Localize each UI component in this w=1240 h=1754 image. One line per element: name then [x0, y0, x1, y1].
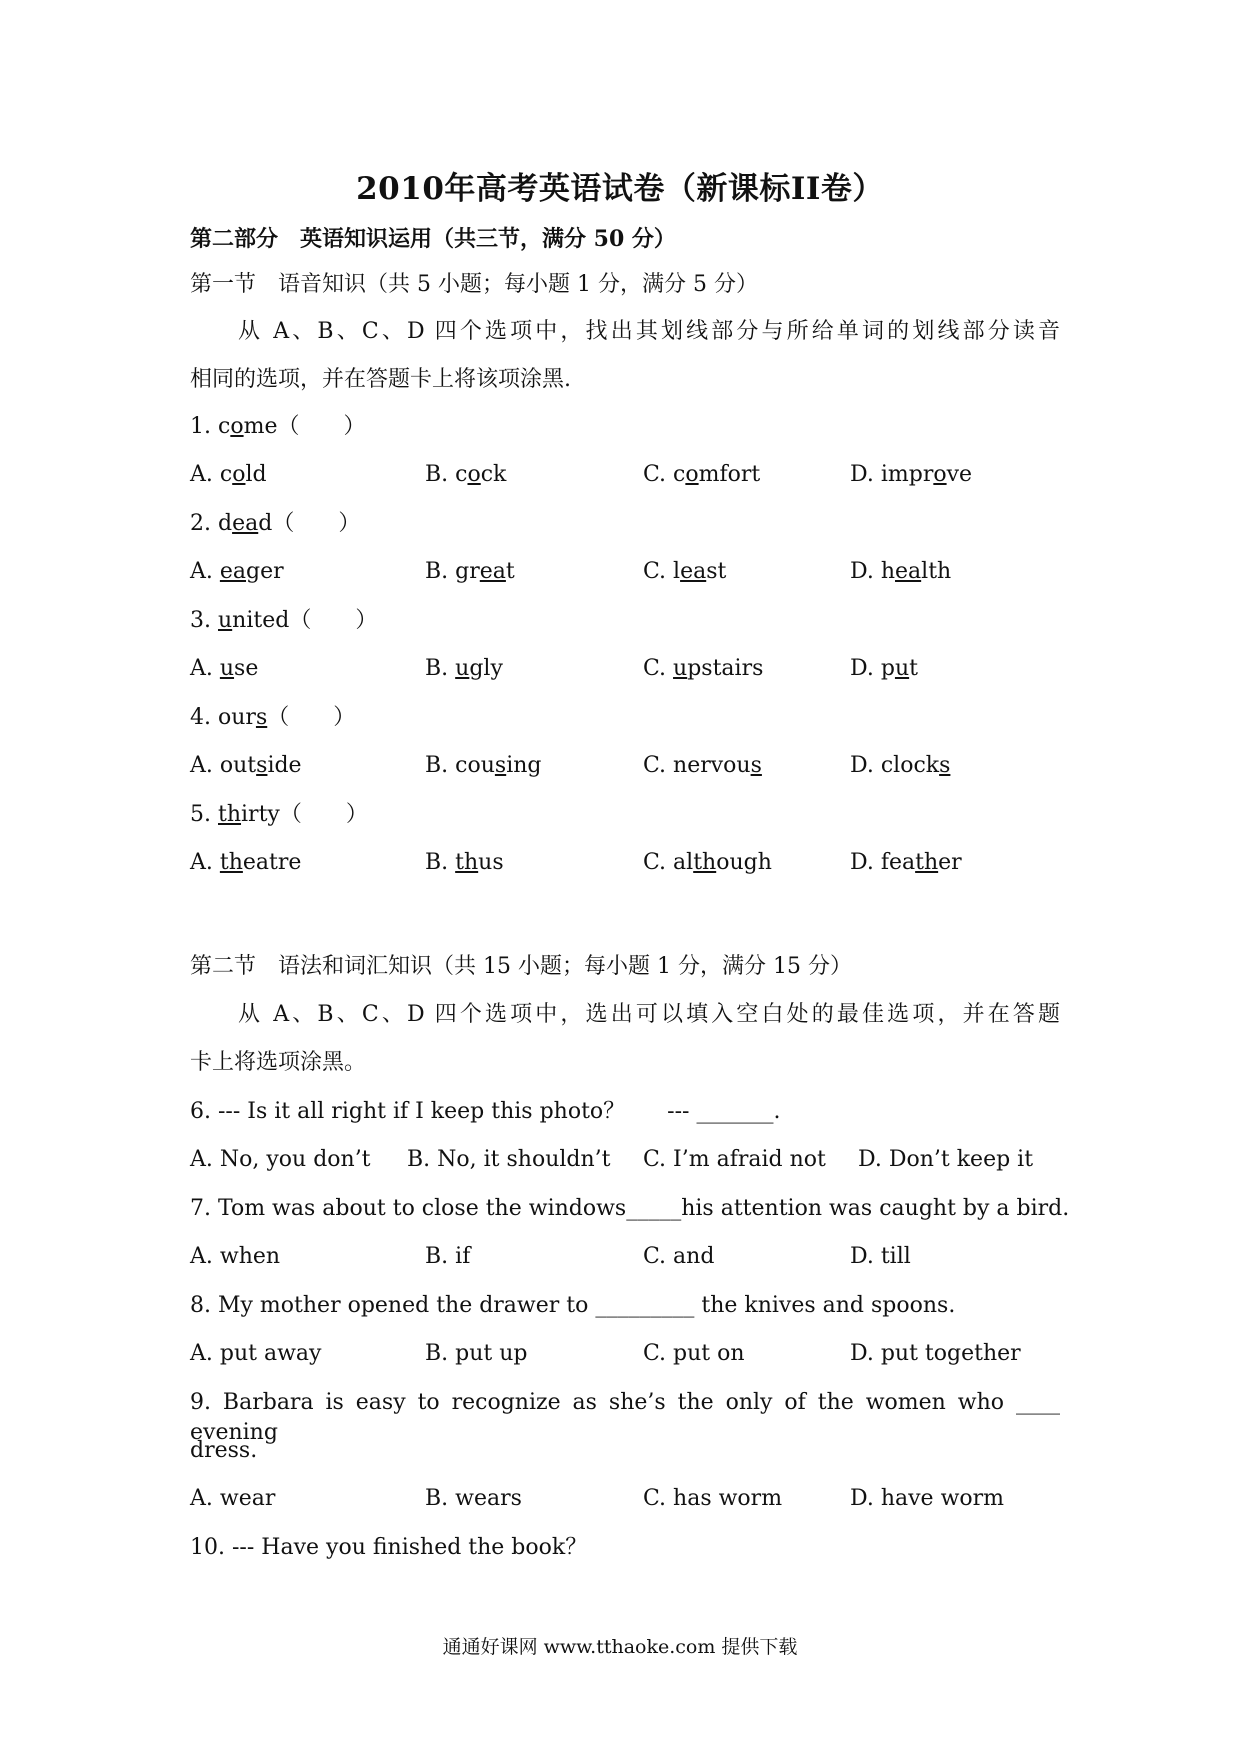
- page-title: 2010年高考英语试卷（新课标II卷）: [356, 171, 884, 207]
- q7-option-c: C. and: [643, 1244, 715, 1269]
- q7-option-a: A. when: [190, 1244, 281, 1269]
- q5-option-a: A. theatre: [190, 850, 302, 875]
- q3-option-c: C. upstairs: [643, 656, 764, 681]
- q6-option-d: D. Don’t keep it: [858, 1147, 1034, 1172]
- section1-instruction-line2: 相同的选项，并在答题卡上将该项涂黑.: [190, 367, 571, 392]
- q9-option-a: A. wear: [190, 1486, 276, 1511]
- question-5: 5. thirty（ ）: [190, 802, 368, 827]
- q6-option-b: B. No, it shouldn’t: [407, 1147, 611, 1172]
- q3-option-b: B. ugly: [425, 656, 503, 681]
- q5-option-c: C. although: [643, 850, 772, 875]
- q1-option-b: B. cock: [425, 462, 507, 487]
- q9-option-c: C. has worm: [643, 1486, 783, 1511]
- q7-option-b: B. if: [425, 1244, 471, 1269]
- q8-option-d: D. put together: [850, 1341, 1021, 1366]
- q3-option-a: A. use: [190, 656, 259, 681]
- q6-option-a: A. No, you don’t: [190, 1147, 371, 1172]
- section2-instruction-line2: 卡上将选项涂黑。: [190, 1050, 367, 1075]
- q4-option-a: A. outside: [190, 753, 302, 778]
- section1-heading: 第一节 语音知识（共 5 小题；每小题 1 分，满分 5 分）: [190, 272, 758, 297]
- question-2: 2. dead（ ）: [190, 511, 361, 536]
- q2-option-b: B. great: [425, 559, 515, 584]
- q8-option-c: C. put on: [643, 1341, 745, 1366]
- q4-option-b: B. cousing: [425, 753, 542, 778]
- q1-option-c: C. comfort: [643, 462, 761, 487]
- question-3: 3. united（ ）: [190, 608, 378, 633]
- q7-option-d: D. till: [850, 1244, 911, 1269]
- page-footer: 通通好课网 www.tthaoke.com 提供下载: [442, 1636, 798, 1658]
- section1-instruction-line1: 从 A、B、C、D 四个选项中，找出其划线部分与所给单词的划线部分读音: [238, 319, 1060, 344]
- question-9-continued: dress.: [190, 1438, 258, 1463]
- question-10: 10. --- Have you finished the book？: [190, 1535, 588, 1560]
- q9-option-d: D. have worm: [850, 1486, 1005, 1511]
- part-heading: 第二部分 英语知识运用（共三节，满分 50 分）: [190, 226, 676, 252]
- q5-option-d: D. feather: [850, 850, 962, 875]
- q9-option-b: B. wears: [425, 1486, 522, 1511]
- q2-option-d: D. health: [850, 559, 952, 584]
- q8-option-a: A. put away: [190, 1341, 322, 1366]
- question-8: 8. My mother opened the drawer to _________ the knives and spoons.: [190, 1293, 956, 1318]
- q4-option-c: C. nervous: [643, 753, 762, 778]
- q3-option-d: D. put: [850, 656, 918, 681]
- q4-option-d: D. clocks: [850, 753, 951, 778]
- q2-option-c: C. least: [643, 559, 727, 584]
- question-7: 7. Tom was about to close the windows_____his attention was caught by a bird.: [190, 1196, 1070, 1221]
- q1-option-a: A. cold: [190, 462, 267, 487]
- section2-instruction-line1: 从 A、B、C、D 四个选项中，选出可以填入空白处的最佳选项，并在答题: [238, 1002, 1060, 1027]
- question-4: 4. ours（ ）: [190, 705, 356, 730]
- question-9: 9. Barbara is easy to recognize as she’s the only of the women who ____ evening: [190, 1390, 1060, 1445]
- q8-option-b: B. put up: [425, 1341, 528, 1366]
- question-6: 6. --- Is it all right if I keep this photo？ --- _______.: [190, 1099, 781, 1124]
- question-1: 1. come（ ）: [190, 414, 366, 439]
- section2-heading: 第二节 语法和词汇知识（共 15 小题；每小题 1 分，满分 15 分）: [190, 954, 852, 979]
- q5-option-b: B. thus: [425, 850, 504, 875]
- q1-option-d: D. improve: [850, 462, 973, 487]
- q6-option-c: C. I’m afraid not: [643, 1147, 826, 1172]
- q2-option-a: A. eager: [190, 559, 284, 584]
